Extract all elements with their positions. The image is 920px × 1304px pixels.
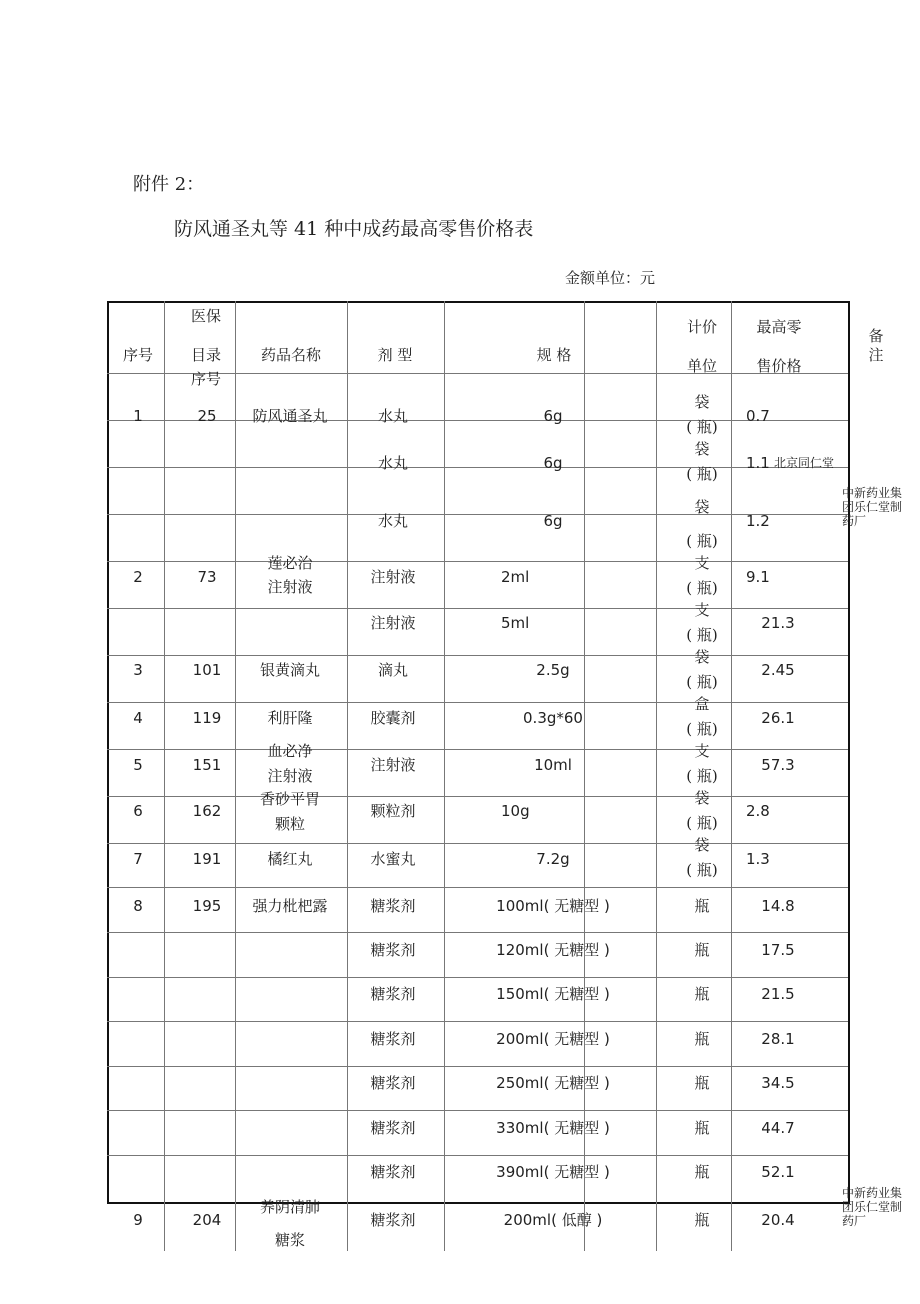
cell-price: 1.1 (746, 454, 770, 472)
cell-unit-2: ( 瓶) (686, 861, 718, 879)
cell-spec: 5ml (501, 614, 530, 632)
cell-price: 21.5 (761, 985, 795, 1003)
cell-name-1: 血必净 (267, 742, 313, 760)
cell-unit-1: 袋 (694, 440, 710, 458)
row-divider (107, 977, 848, 978)
cell-form: 糖浆剂 (370, 897, 416, 915)
cell-note: 中新药业集团乐仁堂制药厂 (842, 486, 903, 528)
cell-spec: 10ml (534, 756, 572, 774)
header-seq: 序号 (122, 346, 154, 364)
cell-form: 糖浆剂 (370, 1119, 416, 1137)
cell-seq: 5 (133, 756, 143, 774)
cell-unit-2: ( 瓶) (686, 465, 718, 483)
cell-spec: 120ml( 无糖型 ) (496, 941, 610, 959)
row-divider (107, 1110, 848, 1111)
cell-form: 滴丸 (377, 661, 409, 679)
row-divider (107, 843, 848, 844)
cell-unit-1: 支 (694, 742, 710, 760)
cell-price: 26.1 (761, 709, 795, 727)
cell-form: 胶囊剂 (370, 709, 416, 727)
cell-seq: 4 (133, 709, 143, 727)
cell-unit: 瓶 (694, 1163, 710, 1181)
header-remark-2: 注 (868, 346, 884, 364)
header-price-1: 最高零 (756, 318, 802, 336)
cell-price: 1.3 (746, 850, 770, 868)
cell-price: 28.1 (761, 1030, 795, 1048)
cell-spec: 6g (543, 512, 563, 530)
cell-catalog: 162 (192, 802, 222, 820)
cell-unit-1: 袋 (694, 648, 710, 666)
cell-form: 水丸 (377, 407, 409, 425)
cell-seq: 2 (133, 568, 143, 586)
row-divider (107, 1021, 848, 1022)
cell-price: 14.8 (761, 897, 795, 915)
cell-price: 34.5 (761, 1074, 795, 1092)
cell-seq: 6 (133, 802, 143, 820)
cell-unit-1: 支 (694, 601, 710, 619)
cell-unit: 瓶 (694, 1211, 710, 1229)
cell-unit-1: 支 (694, 554, 710, 572)
cell-name-2: 颗粒 (274, 815, 306, 833)
cell-seq: 7 (133, 850, 143, 868)
row-divider (107, 887, 848, 888)
cell-spec: 7.2g (536, 850, 570, 868)
row-divider (107, 561, 848, 562)
cell-unit-2: ( 瓶) (686, 418, 718, 436)
header-remark-1: 备 (868, 327, 884, 345)
cell-name-2: 注射液 (267, 578, 313, 596)
header-name: 药品名称 (260, 346, 322, 364)
cell-price: 2.8 (746, 802, 770, 820)
cell-unit-2: ( 瓶) (686, 767, 718, 785)
header-unit-1: 计价 (686, 318, 718, 336)
cell-price: 20.4 (761, 1211, 795, 1229)
cell-seq: 9 (133, 1211, 143, 1229)
cell-name-1: 香砂平胃 (259, 790, 321, 808)
cell-unit-1: 袋 (694, 836, 710, 854)
cell-spec: 6g (543, 454, 563, 472)
row-divider (107, 1066, 848, 1067)
cell-spec: 100ml( 无糖型 ) (496, 897, 610, 915)
cell-form: 水蜜丸 (370, 850, 416, 868)
cell-unit-1: 盒 (694, 695, 710, 713)
col-divider (235, 301, 236, 1251)
cell-note: 北京同仁堂 (774, 456, 835, 470)
cell-unit-2: ( 瓶) (686, 814, 718, 832)
cell-price: 52.1 (761, 1163, 795, 1181)
cell-unit-2: ( 瓶) (686, 579, 718, 597)
cell-form: 水丸 (377, 512, 409, 530)
cell-form: 注射液 (370, 614, 416, 632)
cell-price: 0.7 (746, 407, 770, 425)
cell-name: 银黄滴丸 (259, 661, 321, 679)
cell-form: 注射液 (370, 568, 416, 586)
cell-catalog: 101 (192, 661, 222, 679)
cell-name: 橘红丸 (267, 850, 313, 868)
row-divider (107, 796, 848, 797)
cell-catalog: 73 (197, 568, 217, 586)
row-divider (107, 702, 848, 703)
header-catalog-1: 医保 (190, 307, 222, 325)
cell-unit: 瓶 (694, 985, 710, 1003)
cell-spec: 330ml( 无糖型 ) (496, 1119, 610, 1137)
cell-price: 44.7 (761, 1119, 795, 1137)
cell-name: 防风通圣丸 (252, 407, 328, 425)
amount-unit: 金额单位：元 (565, 269, 656, 287)
cell-name-2: 糖浆 (274, 1231, 306, 1249)
cell-spec: 200ml( 低醇 ) (503, 1211, 603, 1229)
cell-name: 强力枇杷露 (252, 897, 328, 915)
cell-unit-2: ( 瓶) (686, 532, 718, 550)
cell-form: 注射液 (370, 756, 416, 774)
cell-spec: 390ml( 无糖型 ) (496, 1163, 610, 1181)
cell-form: 糖浆剂 (370, 1030, 416, 1048)
cell-price: 57.3 (761, 756, 795, 774)
cell-form: 颗粒剂 (370, 802, 416, 820)
col-divider (347, 301, 348, 1251)
cell-seq: 1 (133, 407, 143, 425)
cell-price: 2.45 (761, 661, 795, 679)
row-divider (107, 932, 848, 933)
col-divider (731, 301, 732, 1251)
col-divider (164, 301, 165, 1251)
cell-seq: 8 (133, 897, 143, 915)
page-title: 防风通圣丸等 41 种中成药最高零售价格表 (174, 218, 534, 240)
cell-unit-1: 袋 (694, 498, 710, 516)
row-divider (107, 514, 848, 515)
cell-catalog: 195 (192, 897, 222, 915)
cell-unit-2: ( 瓶) (686, 720, 718, 738)
cell-unit: 瓶 (694, 897, 710, 915)
cell-unit-2: ( 瓶) (686, 626, 718, 644)
row-divider (107, 655, 848, 656)
attachment-label: 附件 2： (133, 174, 205, 195)
cell-catalog: 151 (192, 756, 222, 774)
header-unit-2: 单位 (686, 357, 718, 375)
cell-form: 糖浆剂 (370, 1211, 416, 1229)
cell-spec: 2.5g (536, 661, 570, 679)
cell-form: 水丸 (377, 454, 409, 472)
cell-price: 9.1 (746, 568, 770, 586)
table-frame (107, 301, 850, 1204)
cell-price: 21.3 (761, 614, 795, 632)
cell-form: 糖浆剂 (370, 985, 416, 1003)
cell-form: 糖浆剂 (370, 941, 416, 959)
header-catalog-2: 目录 (190, 346, 222, 364)
cell-spec: 10g (501, 802, 530, 820)
cell-spec: 2ml (501, 568, 530, 586)
row-divider (107, 1155, 848, 1156)
row-divider (107, 749, 848, 750)
cell-name-2: 注射液 (267, 767, 313, 785)
cell-unit-1: 袋 (694, 789, 710, 807)
row-divider (107, 608, 848, 609)
row-divider (107, 467, 848, 468)
cell-note: 中新药业集团乐仁堂制药厂 (842, 1186, 903, 1228)
cell-unit: 瓶 (694, 1119, 710, 1137)
header-catalog-3: 序号 (190, 370, 222, 388)
cell-catalog: 119 (192, 709, 222, 727)
cell-price: 1.2 (746, 512, 770, 530)
cell-form: 糖浆剂 (370, 1163, 416, 1181)
header-spec: 规 格 (536, 346, 572, 364)
cell-unit-1: 袋 (694, 393, 710, 411)
header-form: 剂 型 (377, 346, 413, 364)
cell-name-1: 养阴清肺 (259, 1198, 321, 1216)
cell-catalog: 191 (192, 850, 222, 868)
cell-unit: 瓶 (694, 1030, 710, 1048)
col-divider (584, 301, 585, 1251)
cell-seq: 3 (133, 661, 143, 679)
cell-spec: 250ml( 无糖型 ) (496, 1074, 610, 1092)
cell-form: 糖浆剂 (370, 1074, 416, 1092)
cell-unit: 瓶 (694, 941, 710, 959)
cell-spec: 6g (543, 407, 563, 425)
row-divider (107, 420, 848, 421)
cell-name: 利肝隆 (267, 709, 313, 727)
col-divider (444, 301, 445, 1251)
cell-spec: 150ml( 无糖型 ) (496, 985, 610, 1003)
cell-price: 17.5 (761, 941, 795, 959)
cell-name-1: 莲必治 (267, 554, 313, 572)
cell-catalog: 204 (192, 1211, 222, 1229)
cell-unit: 瓶 (694, 1074, 710, 1092)
header-price-2: 售价格 (756, 357, 802, 375)
cell-catalog: 25 (197, 407, 217, 425)
col-divider (656, 301, 657, 1251)
cell-spec: 0.3g*60 (523, 709, 583, 727)
cell-unit-2: ( 瓶) (686, 673, 718, 691)
cell-spec: 200ml( 无糖型 ) (496, 1030, 610, 1048)
